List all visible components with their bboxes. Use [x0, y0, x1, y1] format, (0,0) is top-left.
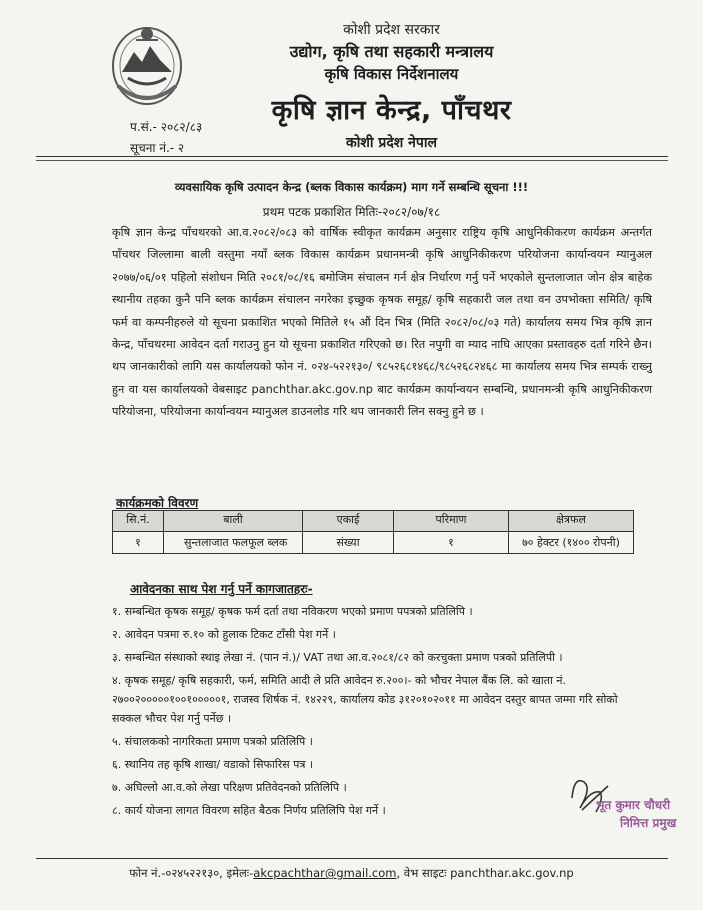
documents-heading: आवेदनका साथ पेश गर्नु पर्ने कागजातहरः- — [130, 582, 313, 596]
signatory-name: भूत कुमार चौधरी — [596, 798, 671, 812]
col-crop: बाली — [164, 511, 303, 532]
list-item: ६. स्थानिय तह कृषि शाखा/ वडाको सिफारिस पत्र । — [112, 758, 314, 771]
list-item: १. सम्बन्धित कृषक समूह/ कृषक फर्म दर्ता तथा नविकरण भएको प्रमाण पपत्रको प्रतिलिपि । — [112, 605, 473, 618]
col-unit: एकाई — [303, 511, 394, 532]
publish-date: प्रथम पटक प्रकाशित मितिः-२०८२/०७/१८ — [262, 205, 441, 219]
ref-number: प.सं.- २०८२/८३ — [130, 120, 203, 134]
table-row — [113, 532, 634, 554]
footer-contact — [0, 866, 703, 881]
list-item: ७. अघिल्लो आ.व.को लेखा परिक्षण प्रतिवेदनको प्रतिलिपि । — [112, 781, 347, 794]
office-name: कृषि ज्ञान केन्द्र, पाँचथर — [271, 95, 512, 126]
notice-body: कृषि ज्ञान केन्द्र पाँचथरको आ.व.२०८२/०८३ को वार्षिक स्वीकृत कार्यक्रम अनुसार राष्ट्रिय कृषि आधुनिकीकरण कार्यक्रम अन्तर्गत पाँचथर जिल्लामा बाली वस्तुमा नयाँ ब्लक विकास कार्यक्रम प्रधानमन्त्री कृषि आधुनिकीकरण परियोजना कार्यान्वयन म्यानुअल २०७७/०६/०१ पहिलो संशोधन मिति २०८१/०८/१६ बमोजिम संचालन गर्न क्षेत्र निर्धारण गर्नु पर्ने भएकोले सुन्तलाजात जोन क्षेत्र बाहेक स्थानीय तहका कुनै पनि ब्लक कार्यक्रम संचालन नगरेका इच्छुक कृषक समूह/ कृषि सहकारी जल तथा वन उपभोक्ता समिति/ कृषि फर्म वा कम्पनीहरुले यो सूचना प्रकाशित भएको मितिले १५ औं दिन भित्र (मिति २०८२/०८/०३ गते) कार्यालय समय भित्र कृषि ज्ञान केन्द्र, पाँचथरमा आवेदन दर्ता गराउनु हुन यो सूचना प्रकाशित गरिएको छ। रित नपुगी वा म्याद नाघि आएका प्रस्तावहरु दर्ता गरिने छैन। थप जानकारीको लागि यस कार्यालयको फोन नं. ०२४-५२२१३०/ ९८५२६८१४६८/९८५२६८२४६८ मा कार्यालय समय भित्र सम्पर्क राख्नु हुन वा यस कार्यालयको वेबसाइट panchthar.akc.gov.np बाट कार्यक्रम कार्यान्वयन सम्बन्धि, प्रधानमन्त्री कृषि आधुनिकीकरण परियोजना, परियोजना कार्यान्वयन म्यानुअल डाउनलोड गरि थप जानकारी लिन सक्नु हुने छ । — [112, 226, 652, 419]
footer-divider — [36, 858, 668, 859]
col-sn: सि.नं. — [113, 511, 164, 532]
program-heading: कार्यक्रमको विवरण — [116, 496, 199, 510]
footer-email-link[interactable]: akcpachthar@gmail.com — [253, 866, 397, 880]
directorate-name: कृषि विकास निर्देशनालय — [324, 65, 459, 83]
cell-qty: १ — [394, 532, 509, 554]
list-item: ८. कार्य योजना लागत विवरण सहित बैठक निर्णय प्रतिलिपि पेश गर्ने । — [112, 804, 386, 817]
header-divider — [36, 156, 668, 157]
cell-crop: सुन्तलाजात फलफूल ब्लक — [164, 532, 303, 554]
header-divider-thin — [36, 160, 668, 161]
govt-name: कोशी प्रदेश सरकार — [343, 22, 440, 38]
col-area: क्षेत्रफल — [509, 511, 634, 532]
list-item: ४. कृषक समूह/ कृषि सहकारी, फर्म, समिति आदी ले प्रति आवेदन रु.२००।- को भौचर नेपाल बैंक लि. को खाता नं. २७००२०००००१००१०००००१, राजस्व शिर्षक नं. १४२२९, कार्यालय कोड ३१२०१०२०११ मा आवेदन दस्तुर बापत जम्मा गरि सोको सक्कल भौचर पेश गर्नु पर्नेछ । — [112, 674, 618, 725]
col-qty: परिमाण — [394, 511, 509, 532]
office-location: कोशी प्रदेश नेपाल — [345, 135, 438, 151]
list-item: २. आवेदन पत्रमा रु.१० को हुलाक टिकट टाँसी पेश गर्ने । — [112, 628, 336, 641]
notice-number: सूचना नं.- २ — [130, 141, 185, 155]
cell-unit: संख्या — [303, 532, 394, 554]
ministry-name: उद्योग, कृषि तथा सहकारी मन्त्रालय — [289, 42, 494, 61]
notice-subject: व्यवसायिक कृषि उत्पादन केन्द्र (ब्लक विकास कार्यक्रम) माग गर्ने सम्बन्धि सूचना !!! — [174, 180, 529, 194]
footer-phone: फोन नं.-०२४५२२१३०, इमेलः- — [129, 866, 254, 880]
program-table — [112, 510, 634, 554]
table-header-row — [113, 511, 634, 532]
list-item: ५. संचालकको नागरिकता प्रमाण पत्रको प्रतिलिपि । — [112, 735, 313, 748]
list-item: ३. सम्बन्धित संस्थाको स्थाइ लेखा नं. (पान नं.)/ VAT तथा आ.व.२०८१/८२ को करचुक्ता प्रमाण पत्रको प्रतिलिपी । — [112, 651, 563, 664]
cell-area: ७० हेक्टर (१४०० रोपनी) — [509, 532, 634, 554]
signatory-title: निमित्त प्रमुख — [620, 816, 677, 830]
footer-website: , वेभ साइटः panchthar.akc.gov.np — [396, 866, 574, 880]
cell-sn: १ — [113, 532, 164, 554]
